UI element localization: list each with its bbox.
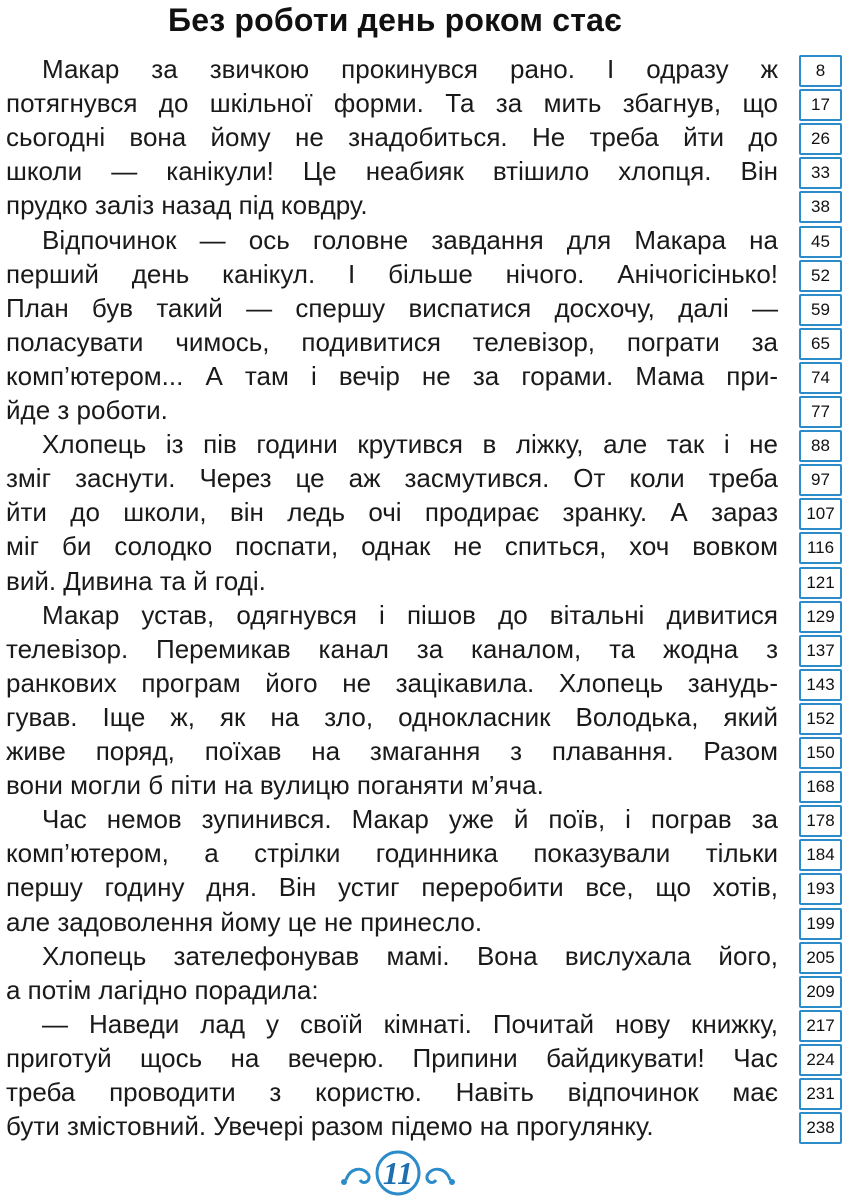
story-title: Без роботи день роком стає — [168, 2, 622, 38]
text-line: першу годину дня. Він устиг переробити все, що хотів, — [6, 872, 778, 903]
word-count-badge: 38 — [799, 191, 842, 223]
word-count-badge: 209 — [799, 976, 842, 1008]
text-line: комп’ютером... А там і вечір не за горами. Мама при- — [6, 360, 778, 391]
text-line: живе поряд, поїхав на змагання з плавання. Разом — [6, 736, 778, 766]
text-line: Час немов зупинився. Макар уже й поїв, і пограв за — [42, 804, 778, 835]
text-line: а потім лагідно порадила: — [6, 974, 319, 1005]
text-line: але задоволення йому це не принесло. — [6, 906, 483, 937]
word-count-badge: 137 — [799, 635, 842, 667]
word-count-badge: 59 — [799, 294, 842, 326]
text-line: бути змістовний. Увечері разом підемо на прогулянку. — [6, 1111, 654, 1142]
word-count-badge: 152 — [799, 703, 842, 735]
word-count-badge: 97 — [799, 464, 842, 496]
word-count-badge: 17 — [799, 89, 842, 121]
text-line: План був такий — спершу виспатися досхочу, далі — — [6, 292, 778, 323]
text-line: зміг заснути. Через це аж засмутився. От коли треба — [6, 463, 778, 494]
word-count-badge: 116 — [799, 532, 842, 564]
word-count-badge: 217 — [799, 1010, 842, 1042]
word-count-badge: 45 — [799, 226, 842, 258]
text-line: вони могли б піти на вулицю поганяти м’яча. — [6, 770, 544, 801]
word-count-badge: 168 — [799, 771, 842, 803]
text-line: сьогодні вона йому не знадобиться. Не треба йти до — [6, 122, 778, 153]
word-count-badge: 77 — [799, 396, 842, 428]
text-line: — Наведи лад у своїй кімнаті. Почитай нову книжку, — [42, 1008, 778, 1039]
text-line: прудко заліз назад під ковдру. — [6, 190, 368, 221]
text-line: треба проводити з користю. Навіть відпочинок має — [6, 1077, 778, 1107]
text-line: ранкових програм його не зацікавила. Хлопець занудь- — [6, 667, 778, 698]
text-line: школи — канікули! Це неабияк втішило хлопця. Він — [6, 156, 778, 187]
word-count-badge: 178 — [799, 805, 842, 837]
word-count-badge: 129 — [799, 601, 842, 633]
text-line: приготуй щось на вечерю. Припини байдикувати! Час — [6, 1042, 778, 1073]
text-line: Макар устав, одягнувся і пішов до вітальні дивитися — [42, 599, 778, 630]
text-line: поласувати чимось, подивитися телевізор, пограти за — [6, 326, 778, 357]
word-count-badge: 150 — [799, 737, 842, 769]
word-count-badge: 65 — [799, 328, 842, 360]
text-line: вий. Дивина та й годі. — [6, 565, 266, 596]
word-count-badge: 107 — [799, 498, 842, 530]
word-count-badge: 26 — [799, 123, 842, 155]
word-count-badge: 199 — [799, 908, 842, 940]
text-line: гував. Іще ж, як на зло, однокласник Володька, який — [6, 701, 778, 732]
word-count-badge: 205 — [799, 942, 842, 974]
text-line: телевізор. Перемикав канал за каналом, та жодна з — [6, 633, 778, 664]
word-count-badge: 184 — [799, 839, 842, 871]
text-line: Хлопець зателефонував мамі. Вона вислухала його, — [42, 940, 778, 971]
word-count-badge: 224 — [799, 1044, 842, 1076]
text-line: перший день канікул. І більше нічого. Анічогісінько! — [6, 258, 778, 289]
word-count-badge: 193 — [799, 873, 842, 905]
text-line: йде з роботи. — [6, 395, 168, 425]
word-count-badge: 8 — [799, 55, 842, 87]
word-count-badge: 231 — [799, 1078, 842, 1110]
word-count-badge: 121 — [799, 567, 842, 599]
word-count-badge: 143 — [799, 669, 842, 701]
text-line: Хлопець із пів години крутився в ліжку, але так і не — [42, 429, 778, 460]
text-line: Макар за звичкою прокинувся рано. І одразу ж — [42, 54, 778, 84]
word-count-badge: 52 — [799, 260, 842, 292]
word-count-badge: 74 — [799, 362, 842, 394]
text-line: йти до школи, він ледь очі продирає зранку. А зараз — [6, 497, 778, 528]
word-count-badge: 88 — [799, 430, 842, 462]
page-number: 11 — [382, 1155, 414, 1191]
text-line: міг би солодко поспати, однак не спиться, хоч вовком — [6, 531, 778, 562]
text-line: потягнувся до шкільної форми. Та за мить збагнув, що — [6, 88, 778, 119]
text-line: комп’ютером, а стрілки годинника показували тільки — [6, 838, 778, 869]
word-count-badge: 238 — [799, 1112, 842, 1144]
text-line: Відпочинок — ось головне завдання для Макара на — [42, 224, 778, 255]
word-count-badge: 33 — [799, 157, 842, 189]
